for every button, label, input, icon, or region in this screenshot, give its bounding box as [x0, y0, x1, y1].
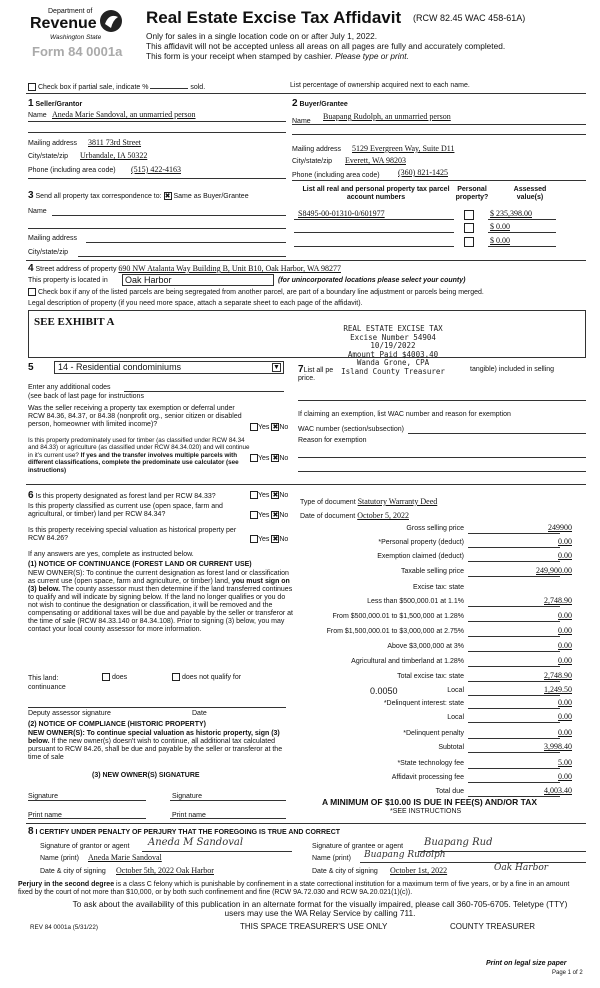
tax-row-label: Less than $500,000.01 at 1.1% [367, 598, 464, 605]
logo-state: Washington State [50, 34, 102, 41]
yes-label: Yes [258, 491, 270, 499]
chevron-down-icon[interactable]: ▼ [273, 364, 280, 371]
grantee-date-label: Date & city of signing [312, 868, 378, 875]
wac-label: WAC number (section/subsection) [298, 426, 404, 433]
logo-revenue: Revenue [30, 15, 97, 32]
current-use-yesno [250, 511, 288, 519]
seller-heading-text: Seller/Grantor [35, 101, 83, 108]
no-label: No [279, 491, 289, 499]
sec6-num: 6 [28, 490, 34, 501]
certify-heading-text: I CERTIFY UNDER PENALTY OF PERJURY THAT THE FOREGOING IS TRUE AND CORRECT [35, 829, 341, 836]
tax-row-value[interactable]: 0.00 [558, 712, 572, 721]
rule [298, 400, 586, 401]
if-yes-note: If any answers are yes, complete as instructed below. [28, 551, 194, 558]
buyer-name-field[interactable]: Buapang Rudolph, an unmarried person [323, 112, 451, 121]
treasurer-use-label: THIS SPACE TREASURER'S USE ONLY [240, 922, 388, 931]
sec3-name-label: Name [28, 208, 47, 215]
current-use-question: Is this property classified as current use (open space, farm and agricultural, or timber) land per RCW 84.34? [28, 503, 223, 518]
no-label: No [279, 423, 289, 431]
forest-question [28, 490, 216, 501]
no-label: No [279, 511, 289, 519]
grantor-date-label: Date & city of signing [40, 868, 106, 875]
sec8-num: 8 [28, 826, 34, 837]
tax-row-rule [468, 636, 560, 637]
timber-question-text: Is this property predominately used for timber (as classified under RCW 84.34 and 84.33) or agriculture (as classified under RCW 84.34.020) and will continue in it's current use? [28, 437, 250, 459]
deputy-sig-label: Deputy assessor signature [28, 710, 111, 717]
segregate-checkbox[interactable] [28, 288, 36, 296]
tax-row-rule [468, 722, 560, 723]
header-divider [126, 6, 127, 76]
sec4-street-row [28, 263, 341, 274]
tax-row-rule [468, 681, 560, 682]
tax-row-value[interactable]: 4,003.40 [544, 786, 572, 795]
tax-row-label: Total excise tax: state [397, 673, 464, 680]
tax-row-label: From $500,000.01 to $1,500,000 at 1.28% [332, 613, 464, 620]
tax-row-label: From $1,500,000.01 to $3,000,000 at 2.75% [326, 628, 464, 635]
sec4-located-label: This property is located in [28, 277, 108, 284]
buyer-num: 2 [292, 98, 298, 109]
perjury-notice [18, 881, 586, 897]
see-instructions: *SEE INSTRUCTIONS [390, 808, 462, 815]
doc-type-row [300, 497, 437, 506]
checkbox[interactable] [464, 223, 474, 233]
deputy-date-label: Date [192, 710, 207, 717]
logo-dept: Department of [48, 8, 93, 15]
tax-row-value[interactable]: 0.00 [558, 641, 572, 650]
certify-heading [28, 826, 340, 837]
tax-row-value[interactable]: 0.00 [558, 728, 572, 737]
tax-row-label: Total due [435, 788, 464, 795]
rule [78, 256, 286, 257]
grantee-city-field[interactable]: Oak Harbor [494, 863, 549, 873]
county-treasurer-label: COUNTY TREASURER [450, 922, 536, 931]
header-line-3a: This form is your receipt when stamped by cashier. [146, 51, 333, 61]
yes-label: Yes [258, 423, 270, 431]
rule [294, 219, 454, 220]
divider [26, 260, 586, 261]
rev-number: REV 84 0001a (5/31/22) [30, 924, 98, 931]
legal-paper-note: Print on legal size paper [486, 960, 567, 967]
tax-row-rule [468, 651, 560, 652]
sec3-city-label: City/state/zip [28, 249, 69, 256]
does-label: does [111, 673, 128, 681]
tax-row-rule [468, 561, 560, 562]
does-not-checkbox[interactable] [172, 673, 180, 681]
tax-row-label: Agricultural and timberland at 1.28% [351, 658, 464, 665]
tax-row-value[interactable]: 2,748.90 [544, 671, 572, 680]
checkbox[interactable] [464, 210, 474, 220]
tax-row-rule [468, 768, 560, 769]
tax-row-label: *Delinquent interest: state [383, 700, 464, 707]
timber-yes-checkbox[interactable] [250, 454, 258, 462]
seller-mail-label: Mailing address [28, 140, 78, 147]
tax-row-label: Taxable selling price [400, 568, 464, 575]
wa-state-icon [99, 8, 123, 34]
sec4-located-note: (for unincorporated locations please select your county) [278, 277, 466, 284]
assessed-value-2[interactable]: $ 0.00 [490, 222, 510, 231]
seller-mail-field[interactable]: 3811 73rd Street [88, 138, 142, 147]
exempt-yesno [250, 423, 288, 431]
does-not-option [172, 673, 241, 681]
header-instructions [146, 31, 505, 61]
compliance-body-a: NEW OWNER(S): To continue special valuation as historic property, sign (3) below. [28, 730, 280, 745]
sec3-num: 3 [28, 190, 34, 201]
sec7-text-a: List all pe [303, 367, 334, 374]
rule [28, 121, 286, 122]
stamp-line: Amount Paid $4003.40 [347, 349, 439, 359]
tax-row-value[interactable]: 0.00 [558, 626, 572, 635]
tax-row-rule [468, 547, 560, 548]
rule [488, 246, 556, 247]
grantor-name-field[interactable]: Aneda Marie Sandoval [88, 853, 162, 862]
tax-row-rule [468, 752, 560, 753]
sec3-text: Send all property tax correspondence to: [35, 193, 162, 200]
grantee-date-field[interactable]: October 1st, 2022 [390, 866, 448, 875]
legal-desc-label: Legal description of property (if you need more space, attach a separate sheet to each page of the affidavit). [28, 300, 363, 307]
buyer-heading-text: Buyer/Grantee [299, 101, 348, 108]
tax-row-value[interactable]: 3,998.40 [544, 742, 572, 751]
tax-row-label: Subtotal [438, 744, 464, 751]
tax-row-label: Affidavit processing fee [391, 774, 464, 781]
continuance-heading: (1) NOTICE OF CONTINUANCE (FOREST LAND OR CURRENT USE) [28, 561, 252, 568]
sec4-num: 4 [28, 263, 34, 274]
treasurer-stamp [318, 325, 468, 376]
doc-date-label: Date of document [300, 513, 356, 520]
minimum-due-note: A MINIMUM OF $10.00 IS DUE IN FEE(S) AND/OR TAX [322, 797, 538, 807]
tax-row-value[interactable]: 1,249.50 [544, 685, 572, 694]
sec7-text-c: price. [298, 375, 316, 382]
tax-row-label: *Delinquent penalty [403, 730, 464, 737]
tax-row-value[interactable]: 2,748.90 [544, 596, 572, 605]
assessed-value-3[interactable]: $ 0.00 [490, 236, 510, 245]
exempt-question: Was the seller receiving a property tax exemption or deferral under RCW 84.36, 84.37, or 84.38 (nonprofit org., senior citizen or disabled person, homeowner with limited income)? [28, 405, 242, 428]
legal-desc-text: SEE EXHIBIT A [34, 316, 115, 328]
claim-exemption-label: If claiming an exemption, list WAC number and reason for exemption [298, 411, 511, 418]
timber-question [28, 437, 250, 474]
rule [28, 228, 286, 229]
personal-checkbox-1[interactable] [464, 210, 474, 220]
timber-yesno [250, 454, 288, 462]
land-use-select[interactable] [54, 361, 284, 374]
rule [28, 132, 286, 133]
location-select[interactable]: Oak Harbor [122, 274, 274, 286]
buyer-heading [292, 98, 348, 109]
stamp-line: 10/19/2022 [370, 341, 416, 350]
stamp-line: Wanda Grone, CPA [356, 358, 430, 367]
tax-row-rule [468, 708, 560, 709]
form-number: Form 84 0001a [32, 44, 123, 59]
no-label: No [279, 454, 289, 462]
rule [360, 862, 586, 863]
rule [28, 178, 286, 179]
buyer-name-label: Name [292, 118, 311, 125]
seller-phone-label: Phone (including area code) [28, 167, 116, 174]
historic-yesno [250, 535, 288, 543]
seller-city-field[interactable]: Urbandale, IA 50322 [80, 151, 148, 160]
tax-row-rule [468, 606, 560, 607]
signature-label-1: Signature [28, 793, 58, 800]
sec7-num: 7 [298, 364, 304, 375]
rule [124, 391, 284, 392]
rule [294, 246, 454, 247]
partial-sale-percent-input[interactable] [150, 88, 188, 89]
assessed-col-header: Assessed value(s) [513, 186, 547, 201]
continuance-bold: you must sign on (3) below. [28, 578, 290, 593]
rule [292, 180, 586, 181]
continuance-body-a: NEW OWNER(S): To continue the current designation as forest land or classification as current use (open space, farm and agriculture, or timber) land, [28, 570, 289, 585]
tax-row-rule [468, 621, 560, 622]
divider [26, 93, 586, 94]
doc-date-row [300, 511, 409, 520]
tax-row-value[interactable]: 0.00 [558, 656, 572, 665]
doc-type-label: Type of document [300, 499, 356, 506]
ownership-note: List percentage of ownership acquired next to each name. [290, 82, 470, 89]
sec7-heading [298, 364, 333, 375]
sec5-num: 5 [28, 362, 34, 373]
seller-name-field[interactable]: Aneda Marie Sandoval, an unmarried person [52, 110, 196, 119]
local-rate: 0.0050 [370, 686, 398, 696]
compliance-heading: (2) NOTICE OF COMPLIANCE (HISTORIC PROPERTY) [28, 721, 206, 728]
forest-yesno [250, 491, 288, 499]
current-use-yes-checkbox[interactable] [250, 511, 258, 519]
tax-row-value[interactable]: 0.00 [558, 537, 572, 546]
buyer-city-label: City/state/zip [292, 158, 333, 165]
page-number: Page 1 of 2 [552, 970, 583, 976]
property-street-field[interactable]: 690 NW Atalanta Way Building B, Unit B10, Oak Harbor, WA 98277 [118, 264, 341, 273]
yes-label: Yes [258, 535, 270, 543]
yes-label: Yes [258, 511, 270, 519]
grantee-name-label: Name (print) [312, 855, 351, 862]
tax-row-value[interactable]: 0.00 [558, 551, 572, 560]
divider [26, 823, 586, 824]
parcel-col-header: List all real and personal property tax parcel account numbers [302, 186, 450, 201]
reason-label: Reason for exemption [298, 437, 367, 444]
does-option [102, 673, 127, 681]
tax-row-rule [468, 533, 560, 534]
accessibility-note: To ask about the availability of this publication in an alternate format for the visually impaired, please call 360-705-6705. Teletype (TTY) users may use the WA Relay Service by calling 711. [72, 899, 568, 918]
tax-row-rule [468, 738, 560, 739]
continuance-body-b: The county assessor must then determine if the land transferred continues to qualify and will indicate by signing below. If the land no longer qualifies or you do not wish to continue the designation or classification, it will be removed and the compensating or additional taxes will be due and payable by the seller or transferor at the time of sale (RCW 84.33.140 or 84.34.108). Prior to signing (3) below, you may contact your local county assessor for more information. [28, 586, 293, 633]
perjury-bold: Perjury in the second degree [18, 881, 115, 888]
sec3-mail-label: Mailing address [28, 235, 78, 242]
form-title: Real Estate Excise Tax Affidavit [146, 8, 402, 27]
rule [294, 232, 454, 233]
checkbox[interactable] [464, 237, 474, 247]
form-rcw: (RCW 82.45 WAC 458-61A) [413, 13, 526, 23]
exempt-yes-checkbox[interactable] [250, 423, 258, 431]
tax-row-value[interactable]: 5.00 [558, 758, 572, 767]
partial-sale-checkbox[interactable] [28, 83, 36, 91]
segregate-label: Check box if any of the listed parcels are being segregated from another parcel, are part of a boundary line adjustment or parcels being merged. [37, 288, 484, 296]
rule [298, 457, 586, 458]
buyer-city-field[interactable]: Everett, WA 98203 [345, 156, 406, 165]
partial-sale-label: Check box if partial sale, indicate % [37, 83, 149, 91]
this-land-label: This land: [28, 675, 59, 682]
historic-yes-checkbox[interactable] [250, 535, 258, 543]
yes-label: Yes [258, 454, 270, 462]
rule [292, 134, 586, 135]
rule [170, 800, 286, 801]
sec3-same-label: Same as Buyer/Grantee [173, 193, 249, 200]
seller-phone-field[interactable]: (515) 422-4163 [131, 165, 181, 174]
perjury-text: is a class C felony which is punishable by confinement in a state correctional institution for a maximum term of five years, or by a fine in an amount fixed by the court of not more than $10,000, or by both such confinement and fine (RCW 9A.72.030 and RCW 9A.20.021(1)(c)). [18, 881, 570, 896]
buyer-mail-field[interactable]: 5129 Evergreen Way, Suite D11 [352, 144, 455, 153]
tax-row-value[interactable]: 249,900.00 [536, 566, 572, 575]
personal-checkbox-2[interactable] [464, 223, 474, 233]
tax-row-label: Exemption claimed (deduct) [377, 553, 464, 560]
grantee-name-field[interactable]: Buapang Rudolph [364, 850, 446, 860]
parcel-number-field[interactable]: S8495-00-01310-0/601977 [298, 209, 385, 218]
tax-row-label: *Personal property (deduct) [378, 539, 464, 546]
forest-yes-checkbox[interactable] [250, 491, 258, 499]
rule [142, 851, 292, 852]
does-checkbox[interactable] [102, 673, 110, 681]
print-name-label-2: Print name [172, 812, 206, 819]
tax-row-label: Gross selling price [406, 525, 464, 532]
tax-row-value[interactable]: 0.00 [558, 772, 572, 781]
tax-row-value[interactable]: 0.00 [558, 698, 572, 707]
tax-row-label: Above $3,000,000 at 3% [387, 643, 464, 650]
assessed-value-1[interactable]: $ 235,398.00 [490, 209, 532, 218]
tax-row-rule [468, 695, 560, 696]
rule [86, 242, 286, 243]
sec4-street-label: Street address of property [35, 266, 117, 273]
rule [28, 800, 146, 801]
personal-checkbox-3[interactable] [464, 237, 474, 247]
rule [52, 215, 286, 216]
grantee-sig-label: Signature of grantee or agent [312, 843, 404, 850]
signature-label-2: Signature [172, 793, 202, 800]
tax-row-rule [468, 666, 560, 667]
rule [28, 707, 286, 708]
grantor-signature[interactable]: Aneda M Sandoval [148, 837, 244, 848]
timber-question-bold: If yes and the transfer involves multiple parcels with different classifications, complete the predominate use calculator (see instructions) [28, 451, 239, 474]
grantor-name-label: Name (print) [40, 855, 79, 862]
seller-city-label: City/state/zip [28, 153, 69, 160]
buyer-mail-label: Mailing address [292, 146, 342, 153]
rule [488, 219, 556, 220]
sec3-heading [28, 190, 249, 201]
rule [298, 471, 586, 472]
print-name-label-1: Print name [28, 812, 62, 819]
land-use-value: 14 - Residential condominiums [58, 362, 182, 372]
grantee-signature[interactable]: Buapang Rud [424, 837, 493, 848]
tax-row-label: *State technology fee [397, 760, 464, 767]
compliance-body [28, 730, 294, 762]
partial-sale-row [28, 83, 205, 91]
codes-note: (see back of last page for instructions [28, 393, 144, 400]
stamp-line: REAL ESTATE EXCISE TAX [343, 324, 443, 333]
tax-row-label: Local [447, 714, 464, 721]
grantor-date-field[interactable]: October 5th, 2022 Oak Harbor [116, 866, 214, 875]
stamp-line: Excise Number 54904 [350, 332, 436, 342]
header-line-3 [146, 51, 505, 61]
tax-row-label: Excise tax: state [413, 584, 464, 591]
divider [26, 484, 586, 485]
seller-heading [28, 98, 82, 109]
header-line-2: This affidavit will not be accepted unless all areas on all pages are fully and accurately completed. [146, 41, 506, 51]
seller-num: 1 [28, 98, 34, 109]
tax-row-label: Local [447, 687, 464, 694]
buyer-phone-field[interactable]: (360) 821-1425 [398, 168, 448, 177]
segregate-row [28, 288, 484, 296]
tax-row-value[interactable]: 0.00 [558, 611, 572, 620]
sec7-text-b: tangible) included in selling [470, 366, 555, 373]
buyer-phone-label: Phone (including area code) [292, 172, 380, 179]
codes-label: Enter any additional codes [28, 384, 111, 391]
personal-col-header: Personal property? [455, 186, 489, 201]
partial-sale-sold: sold. [190, 83, 206, 91]
does-not-label: does not qualify for [181, 673, 242, 681]
doc-type-field[interactable]: Statutory Warranty Deed [357, 497, 438, 506]
header-line-1: Only for sales in a single location code on or after July 1, 2022. [146, 31, 378, 41]
continuance-label: continuance [28, 684, 66, 691]
stamp-line: Island County Treasurer [341, 366, 445, 376]
seller-name-label: Name [28, 112, 47, 119]
grantor-sig-label: Signature of grantor or agent [40, 843, 130, 850]
tax-row-rule [468, 576, 560, 577]
doc-date-field[interactable]: October 5, 2022 [357, 511, 409, 520]
same-as-buyer-checkbox[interactable] [164, 192, 172, 200]
tax-row-value[interactable]: 249900 [548, 523, 572, 532]
rule [488, 232, 556, 233]
continuance-body [28, 570, 294, 634]
new-owner-sig-heading: (3) NEW OWNER(S) SIGNATURE [92, 772, 200, 779]
historic-question: Is this property receiving special valuation as historical property per RCW 84.26? [28, 527, 237, 542]
rule [292, 124, 586, 125]
compliance-body-b: If the new owner(s) doesn't wish to continue, all additional tax calculated pursuant to RCW 84.26, shall be due and payable by the seller or transferor at the time of sale [28, 738, 283, 761]
forest-question-text: Is this property designated as forest land per RCW 84.33? [35, 493, 216, 500]
tax-row-rule [468, 782, 560, 783]
header-line-3b: Please type or print. [335, 51, 409, 61]
rule [408, 433, 586, 434]
no-label: No [279, 535, 289, 543]
